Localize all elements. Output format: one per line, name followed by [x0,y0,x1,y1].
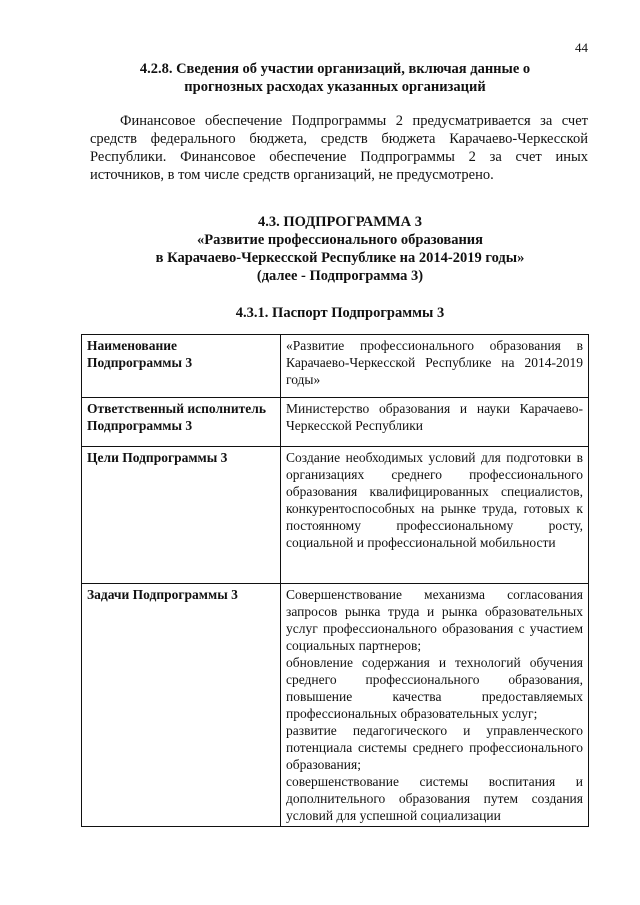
row-label: Ответственный исполнитель Подпрограммы 3 [82,398,281,447]
section-4-3-line1: 4.3. ПОДПРОГРАММА 3 [258,214,422,230]
list-item: обновление содержания и технологий обучения среднего профессионального образования, повышение качества предоставляемых профессиональных образовательных услуг; [286,655,583,721]
section-4-3-line3: в Карачаево-Черкесской Республике на 2014-2019 годы» [155,250,525,266]
table-row [82,335,589,398]
table-row [82,398,589,447]
row-label: Наименование Подпрограммы 3 [82,335,281,398]
section-4-3-line2: «Развитие профессионального образования [196,232,483,248]
section-4-3-line4: (далее - Подпрограмма 3) [256,268,424,284]
passport-table [81,334,589,827]
page-number: 44 [575,40,588,55]
financing-paragraph-text: Финансовое обеспечение Подпрограммы 2 предусматривается за счет средств федерального бюджета, средств бюджета Карачаево-Черкесской Республики. Финансовое обеспечение Подпрограммы 2 за счет иных источников, в том числе средств организаций, не предусмотрено. [90,113,588,183]
row-value-list [281,584,589,827]
section-4-2-8-title-line2: прогнозных расходах указанных организаций [184,79,486,95]
list-item: совершенствование системы воспитания и дополнительного образования путем создания условий для успешной социализации [286,774,583,823]
financing-paragraph [90,112,588,184]
row-value: Министерство образования и науки Карачаево-Черкесской Республики [281,398,589,447]
section-4-2-8-title-line1: 4.2.8. Сведения об участии организаций, включая данные о [139,61,531,77]
table-row [82,584,589,827]
section-4-3-heading [100,213,580,285]
row-label: Цели Подпрограммы 3 [82,447,281,584]
section-4-2-8-heading [90,60,580,96]
list-item: развитие педагогического и управленческого потенциала системы среднего профессионального образования; [286,723,583,772]
list-item: Совершенствование механизма согласования запросов рынка труда и рынка образовательных услуг профессионального образования с участием социальных партнеров; [286,587,583,653]
row-label: Задачи Подпрограммы 3 [82,584,281,827]
row-value: Создание необходимых условий для подготовки в организациях среднего профессионального образования квалифицированных специалистов, конкурентоспособных на рынке труда, готовых к постоянному профессиональному росту, социальной и профессиональной мобильности [281,447,589,584]
table-row [82,447,589,584]
row-value: «Развитие профессионального образования в Карачаево-Черкесской Республике на 2014-2019 годы» [281,335,589,398]
section-4-3-1-heading: 4.3.1. Паспорт Подпрограммы 3 [235,305,445,321]
